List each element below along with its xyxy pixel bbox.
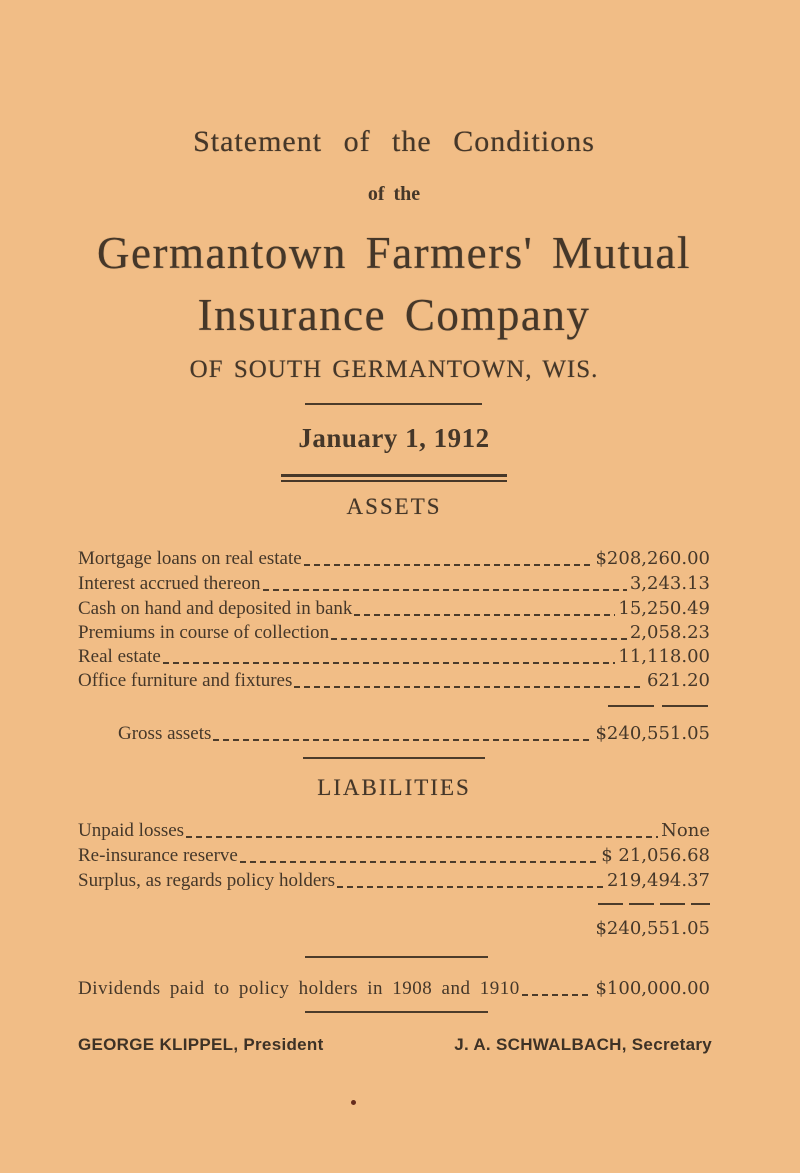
- asset-amount: $208,260.00: [595, 548, 710, 569]
- dot-leader: [337, 886, 604, 888]
- assets-total-rule: [608, 705, 710, 707]
- asset-label: Office furniture and fixtures: [78, 670, 293, 691]
- assets-heading: ASSETS: [346, 494, 442, 519]
- dot-leader: [240, 861, 598, 863]
- liability-row: [78, 819, 710, 843]
- page-title: Statement of the Conditions: [193, 125, 595, 158]
- liability-label: Unpaid losses: [78, 820, 185, 841]
- dot-leader: [294, 686, 644, 688]
- asset-row: [78, 547, 710, 571]
- company-name-line1: Germantown Farmers' Mutual: [97, 228, 691, 278]
- liability-amount: $ 21,056.68: [601, 845, 710, 866]
- statement-date: January 1, 1912: [298, 423, 490, 453]
- liabilities-total-rule: [598, 903, 710, 905]
- asset-amount: 15,250.49: [618, 598, 710, 619]
- dividends-amount: $100,000.00: [595, 978, 710, 999]
- asset-row: [78, 645, 710, 669]
- asset-label: Cash on hand and deposited in bank: [78, 598, 353, 619]
- asset-label: Mortgage loans on real estate: [78, 548, 302, 569]
- title-subtext: of the: [367, 183, 421, 205]
- liability-label: Surplus, as regards policy holders: [78, 870, 335, 891]
- asset-row: [78, 621, 710, 645]
- asset-amount: 621.20: [647, 670, 710, 691]
- asset-amount: 3,243.13: [629, 573, 710, 594]
- liability-label: Re-insurance reserve: [78, 845, 238, 866]
- company-location: OF SOUTH GERMANTOWN, WIS.: [189, 356, 599, 383]
- president-signature: GEORGE KLIPPEL, President: [78, 1035, 324, 1054]
- asset-row: [78, 572, 710, 596]
- liability-row: [78, 869, 710, 893]
- dot-leader: [163, 662, 616, 664]
- divider-rule-dividends-top: [305, 956, 488, 958]
- dot-leader: [522, 994, 593, 996]
- double-divider-rule: [281, 474, 507, 482]
- gross-assets-row: [78, 722, 710, 746]
- liabilities-heading: LIABILITIES: [317, 775, 471, 800]
- liability-amount: 219,494.37: [606, 870, 710, 891]
- asset-label: Real estate: [78, 646, 161, 667]
- ink-spot: [351, 1100, 356, 1105]
- dot-leader: [213, 739, 592, 741]
- secretary-signature: J. A. SCHWALBACH, Secretary: [454, 1035, 712, 1054]
- asset-row: [78, 669, 710, 693]
- liability-row: [78, 844, 710, 868]
- gross-assets-label: Gross assets: [118, 723, 212, 744]
- dot-leader: [263, 589, 627, 591]
- dividends-row: [78, 977, 710, 1001]
- divider-rule-liabilities: [303, 757, 485, 759]
- divider-rule-top: [305, 403, 482, 405]
- liabilities-total-amount: $240,551.05: [595, 918, 710, 939]
- asset-label: Premiums in course of collection: [78, 622, 330, 643]
- liability-amount: None: [661, 820, 710, 841]
- company-name-line2: Insurance Company: [197, 290, 591, 340]
- gross-assets-amount: $240,551.05: [595, 723, 710, 744]
- divider-rule-dividends-bottom: [305, 1011, 488, 1013]
- asset-amount: 11,118.00: [618, 646, 710, 667]
- dot-leader: [354, 614, 615, 616]
- dot-leader: [304, 564, 593, 566]
- dot-leader: [186, 836, 658, 838]
- asset-amount: 2,058.23: [629, 622, 710, 643]
- dividends-label: Dividends paid to policy holders in 1908 and 1910: [78, 978, 520, 999]
- asset-label: Interest accrued thereon: [78, 573, 261, 594]
- dot-leader: [331, 638, 627, 640]
- asset-row: [78, 597, 710, 621]
- signature-line: [78, 1034, 712, 1056]
